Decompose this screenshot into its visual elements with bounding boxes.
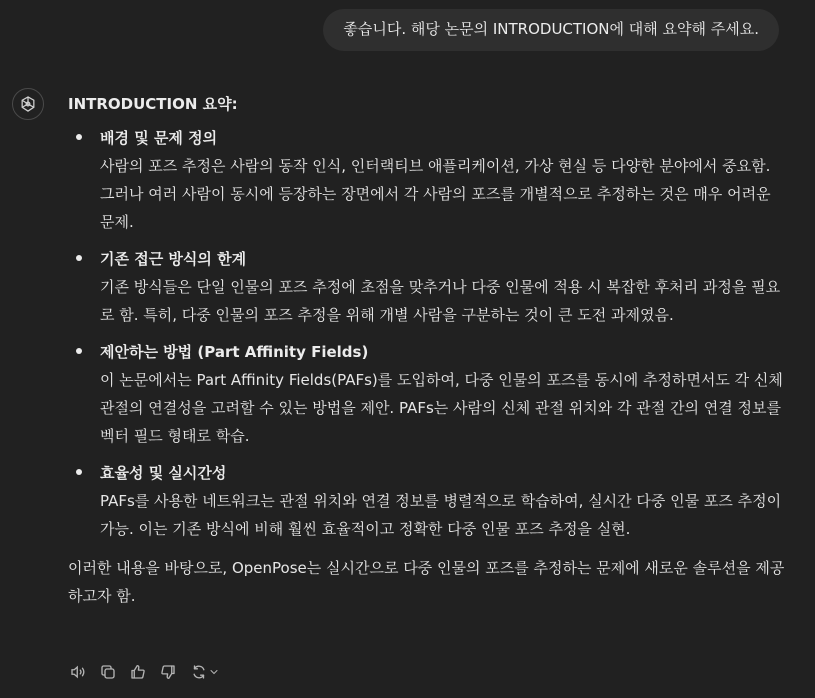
item-title: 효율성 및 실시간성: [100, 464, 227, 482]
item-body: PAFs를 사용한 네트워크는 관절 위치와 연결 정보를 병렬적으로 학습하여, 실시간 다중 인물 포즈 추정이 가능. 이는 기존 방식에 비해 훨씬 효율적이고 정확한 다중 인물 포즈 추정을 실현.: [100, 492, 782, 538]
list-item: [68, 459, 788, 543]
item-title: 배경 및 문제 정의: [100, 129, 218, 147]
user-message-text: 좋습니다. 해당 논문의 INTRODUCTION에 대해 요약해 주세요.: [343, 20, 759, 38]
assistant-avatar: [12, 88, 44, 120]
user-message-bubble: [323, 9, 779, 51]
conclusion-paragraph: 이러한 내용을 바탕으로, OpenPose는 실시간으로 다중 인물의 포즈를 추정하는 문제에 새로운 솔루션을 제공하고자 함.: [68, 559, 785, 605]
read-aloud-icon: [69, 663, 87, 681]
answer-heading: INTRODUCTION 요약:: [68, 95, 238, 113]
openai-logo-icon: [18, 94, 38, 114]
list-item: [68, 338, 788, 450]
copy-button[interactable]: [98, 662, 118, 682]
thumbs-up-button[interactable]: [128, 662, 148, 682]
bullet-icon: [76, 469, 82, 475]
thumbs-down-icon: [159, 663, 177, 681]
item-title: 제안하는 방법 (Part Affinity Fields): [100, 343, 369, 361]
item-body: 사람의 포즈 추정은 사람의 동작 인식, 인터랙티브 애플리케이션, 가상 현실 등 다양한 분야에서 중요함. 그러나 여러 사람이 동시에 등장하는 장면에서 각 사람의 포즈를 개별적으로 추정하는 것은 매우 어려운 문제.: [100, 157, 771, 231]
bullet-icon: [76, 348, 82, 354]
item-title: 기존 접근 방식의 한계: [100, 250, 247, 268]
assistant-message: [68, 92, 788, 610]
bullet-icon: [76, 255, 82, 261]
regenerate-button[interactable]: [188, 662, 222, 682]
chevron-down-icon: [208, 666, 220, 678]
bullet-icon: [76, 134, 82, 140]
item-body: 이 논문에서는 Part Affinity Fields(PAFs)를 도입하여, 다중 인물의 포즈를 동시에 추정하면서도 각 신체 관절의 연결성을 고려할 수 있는 방법을 제안. PAFs는 사람의 신체 관절 위치와 각 관절 간의 연결 정보를 벡터 필드 형태로 학습.: [100, 371, 783, 445]
copy-icon: [99, 663, 117, 681]
regenerate-icon: [190, 663, 208, 681]
summary-list: [68, 124, 788, 543]
list-item: [68, 124, 788, 236]
message-actions: [68, 662, 222, 682]
thumbs-up-icon: [129, 663, 147, 681]
item-body: 기존 방식들은 단일 인물의 포즈 추정에 초점을 맞추거나 다중 인물에 적용 시 복잡한 후처리 과정을 필요로 함. 특히, 다중 인물의 포즈 추정을 위해 개별 사람을 구분하는 것이 큰 도전 과제였음.: [100, 278, 781, 324]
list-item: [68, 245, 788, 329]
read-aloud-button[interactable]: [68, 662, 88, 682]
thumbs-down-button[interactable]: [158, 662, 178, 682]
